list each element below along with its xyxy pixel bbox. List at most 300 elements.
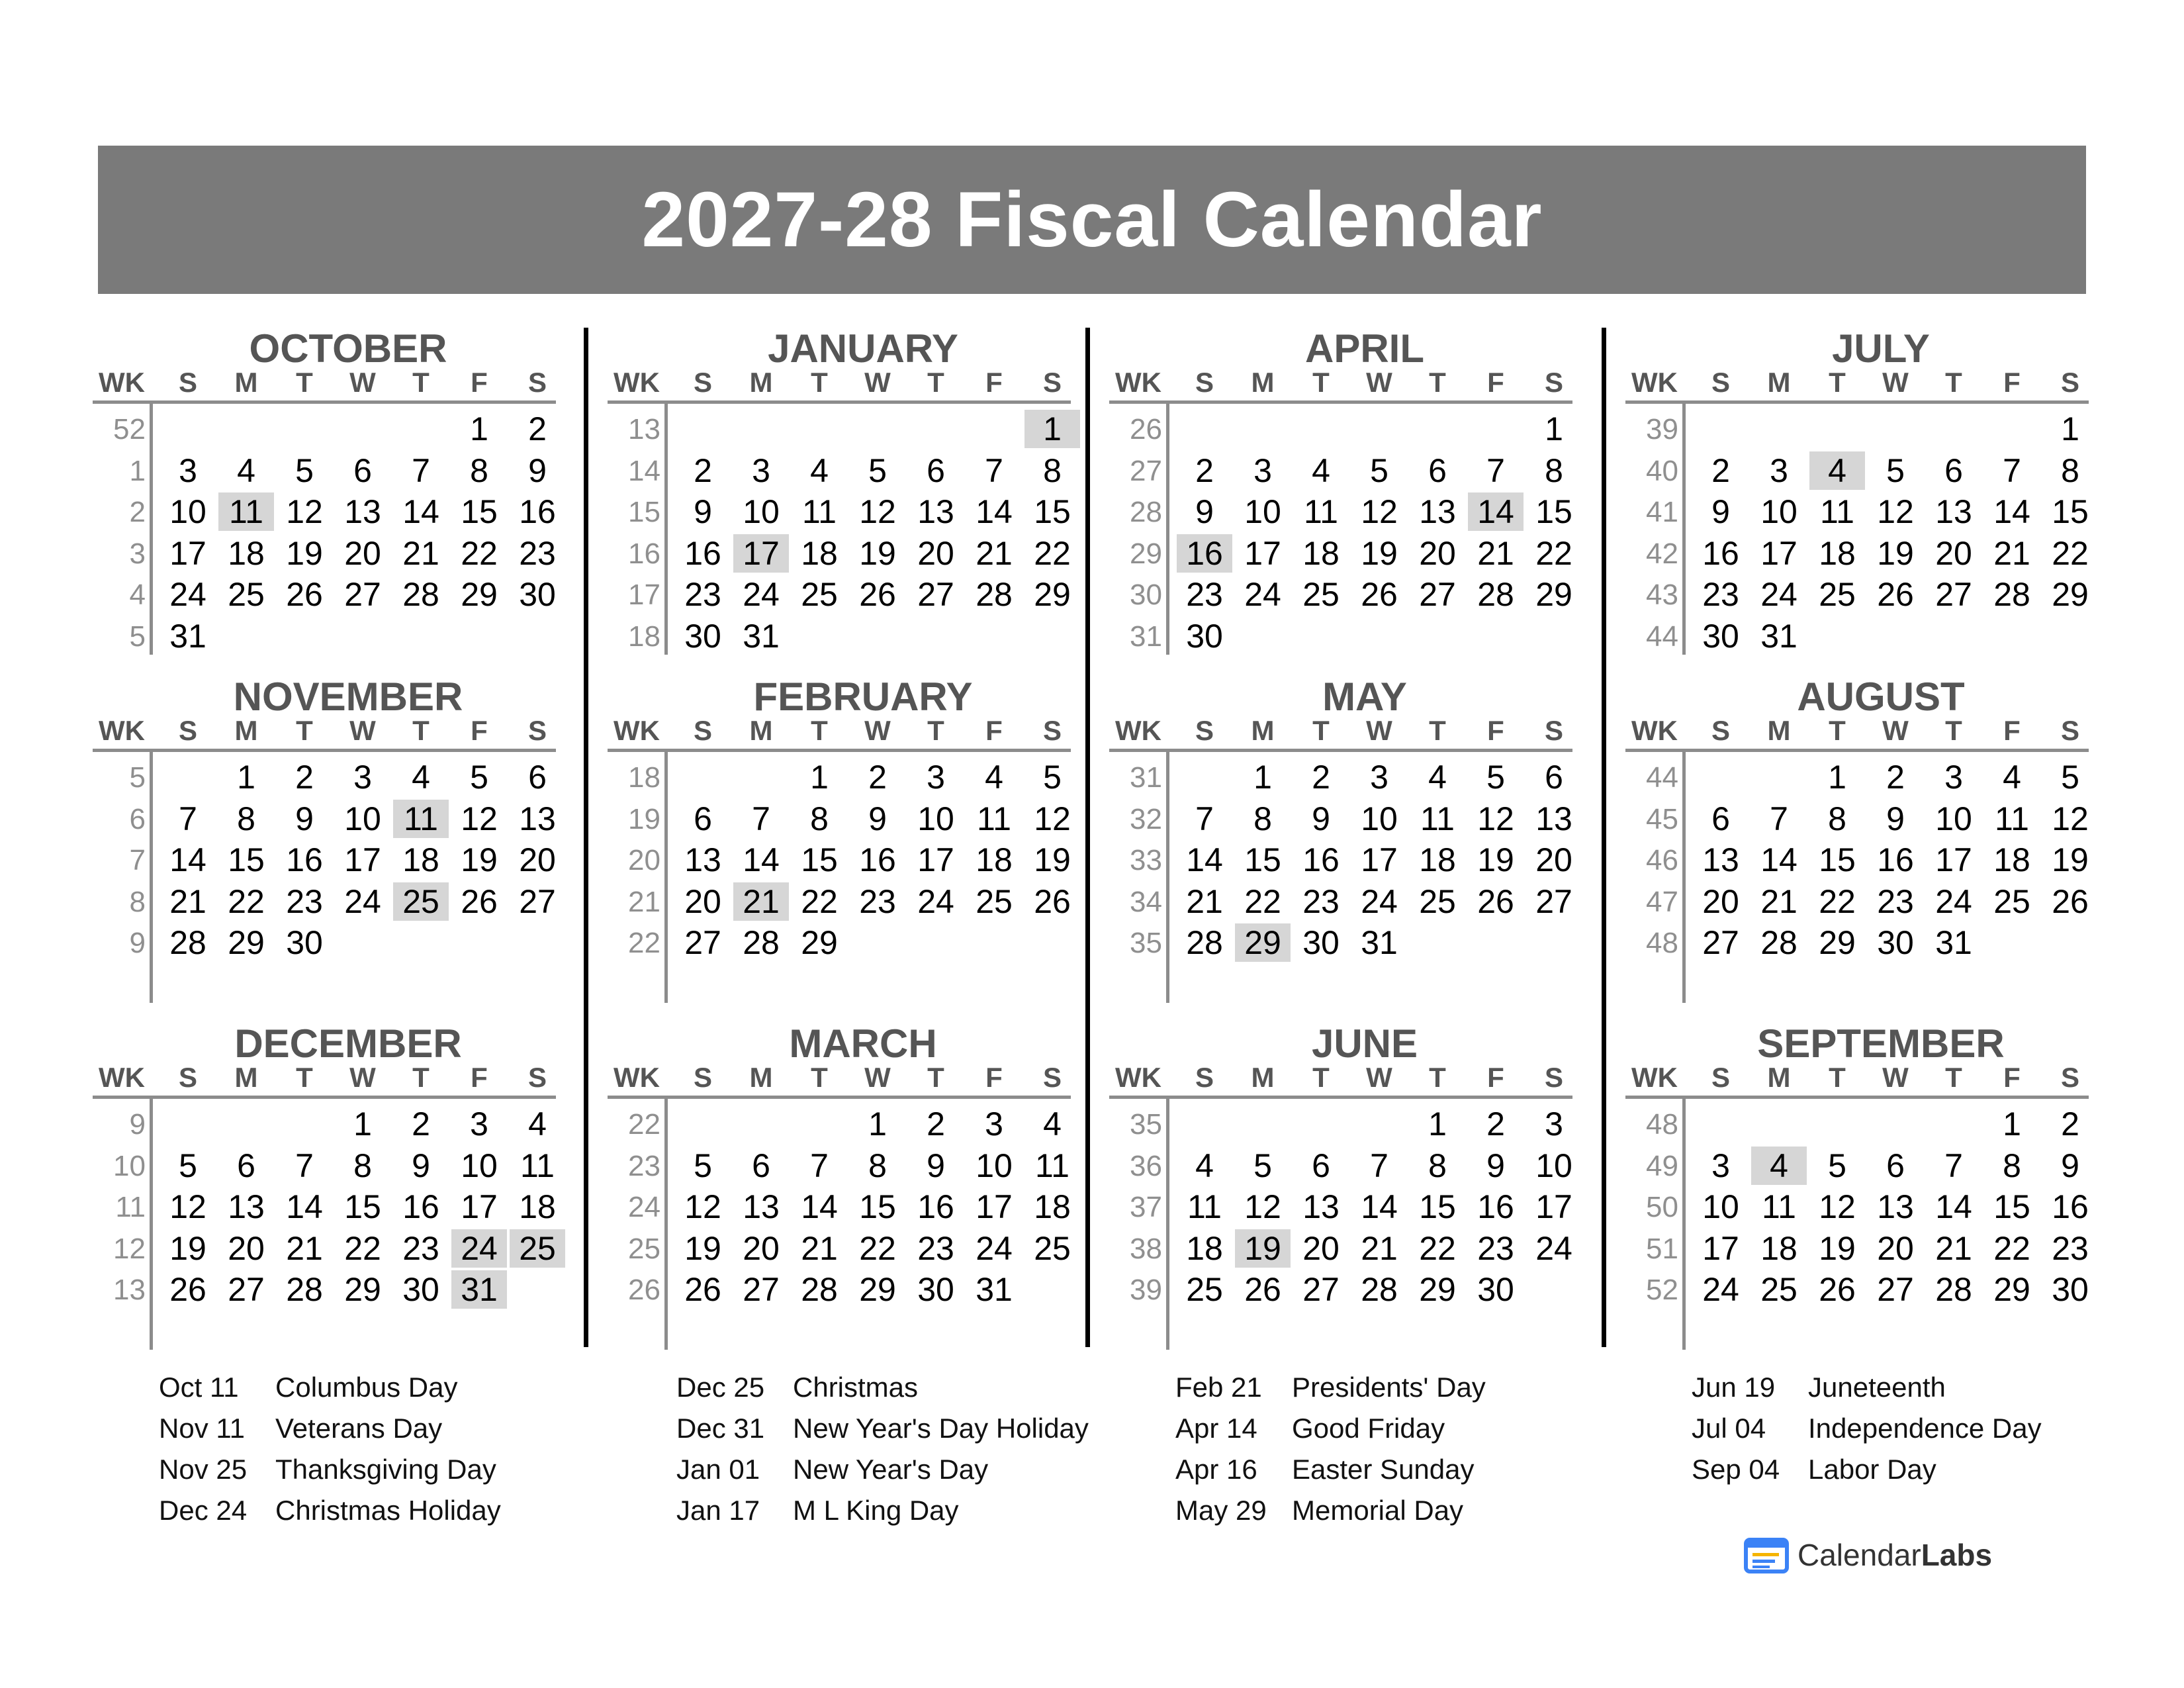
calendarlabs-logo[interactable] — [1742, 1534, 2020, 1575]
day-cell: 12 — [684, 1188, 721, 1225]
day-cell: 4 — [528, 1105, 547, 1143]
holiday-item — [676, 1367, 1140, 1408]
day-cell: 12 — [286, 493, 323, 530]
day-cell: 6 — [694, 800, 712, 837]
weekday-label: S — [1042, 1062, 1062, 1093]
day-cell: 31 — [1935, 924, 1972, 961]
day-cell: 18 — [402, 841, 439, 878]
day-cell: 8 — [237, 800, 255, 837]
day-cell: 21 — [1760, 882, 1797, 920]
week-number: 33 — [1130, 844, 1162, 876]
day-cell: 3 — [1944, 759, 1963, 796]
day-cell: 22 — [461, 534, 498, 572]
week-row — [1625, 923, 2089, 964]
holiday-day-cell: 25 — [510, 1229, 565, 1268]
weekday-label: T — [296, 1062, 313, 1093]
week-number: 50 — [1646, 1191, 1678, 1223]
week-number: 18 — [628, 620, 660, 653]
week-row — [1625, 575, 2089, 616]
day-cell: 18 — [1819, 534, 1856, 572]
weekday-label: F — [985, 367, 1003, 398]
holiday-item — [676, 1408, 1140, 1449]
day-cell: 13 — [1935, 493, 1972, 530]
day-cell: 19 — [286, 534, 323, 572]
weekday-label: M — [749, 367, 773, 398]
week-number: 52 — [113, 413, 146, 445]
day-cell: 23 — [1302, 882, 1340, 920]
day-cell: 8 — [353, 1147, 372, 1184]
holiday-list — [159, 1367, 622, 1531]
weekday-label: M — [1767, 715, 1791, 746]
day-cell: 5 — [1886, 451, 1905, 489]
week-row — [1109, 575, 1572, 616]
weekday-label: T — [412, 367, 430, 398]
weekday-label: W — [864, 1062, 891, 1093]
week-number: 28 — [1130, 496, 1162, 528]
week-row — [93, 799, 556, 840]
week-number: 52 — [1646, 1274, 1678, 1306]
day-cell: 23 — [286, 882, 323, 920]
day-cell: 25 — [976, 882, 1013, 920]
week-number: 26 — [1130, 413, 1162, 445]
day-cell: 25 — [1993, 882, 2030, 920]
day-cell: 24 — [1361, 882, 1398, 920]
day-cell: 2 — [528, 410, 547, 447]
week-number-header: WK — [1115, 367, 1161, 398]
week-number-header: WK — [614, 367, 660, 398]
day-cell: 15 — [228, 841, 265, 878]
week-number: 15 — [628, 496, 660, 528]
day-cell: 20 — [917, 534, 954, 572]
day-cell: 10 — [976, 1147, 1013, 1184]
day-cell: 7 — [2003, 451, 2021, 489]
day-cell: 24 — [1702, 1271, 1739, 1308]
holiday-name: Columbus Day — [275, 1372, 458, 1403]
day-cell: 12 — [1361, 493, 1398, 530]
week-row — [1109, 1229, 1572, 1270]
week-number: 40 — [1646, 454, 1678, 487]
week-row — [1109, 616, 1572, 657]
week-row — [1109, 1187, 1572, 1228]
weekday-label: M — [1767, 1062, 1791, 1093]
weekday-label: T — [1945, 367, 1962, 398]
week-row — [608, 923, 1071, 964]
calendar-icon — [1742, 1534, 1794, 1575]
day-cell: 8 — [1545, 451, 1563, 489]
day-cell: 15 — [859, 1188, 896, 1225]
day-cell: 17 — [344, 841, 381, 878]
day-cell: 22 — [2052, 534, 2089, 572]
week-row — [608, 1187, 1071, 1228]
weekday-label: S — [527, 715, 547, 746]
holiday-item — [159, 1449, 622, 1490]
day-cell: 19 — [169, 1229, 206, 1267]
weekday-label: T — [811, 1062, 828, 1093]
day-cell: 20 — [1702, 882, 1739, 920]
day-cell: 24 — [344, 882, 381, 920]
week-row — [93, 534, 556, 575]
day-cell: 2 — [2061, 1105, 2079, 1143]
weekday-label: F — [1487, 367, 1504, 398]
day-cell: 21 — [801, 1229, 838, 1267]
weekday-label: M — [1251, 367, 1275, 398]
day-cell: 4 — [2003, 759, 2021, 796]
week-row — [608, 451, 1071, 492]
day-cell: 15 — [2052, 493, 2089, 530]
day-cell: 7 — [412, 451, 430, 489]
holiday-name: M L King Day — [793, 1495, 959, 1526]
day-cell: 29 — [1535, 576, 1572, 613]
day-cell: 1 — [2061, 410, 2079, 447]
day-cell: 24 — [1760, 576, 1797, 613]
day-cell: 28 — [1993, 576, 2030, 613]
day-cell: 4 — [1312, 451, 1330, 489]
week-row — [1625, 409, 2089, 450]
day-cell: 20 — [684, 882, 721, 920]
day-cell: 30 — [684, 617, 721, 655]
day-cell: 1 — [470, 410, 488, 447]
day-cell: 18 — [801, 534, 838, 572]
week-number: 14 — [628, 454, 660, 487]
day-cell: 2 — [868, 759, 887, 796]
day-cell: 30 — [917, 1271, 954, 1308]
weekday-label: F — [2003, 1062, 2021, 1093]
day-cell: 15 — [1993, 1188, 2030, 1225]
week-row — [1109, 1146, 1572, 1187]
day-cell: 30 — [2052, 1271, 2089, 1308]
week-number: 42 — [1646, 537, 1678, 570]
week-row — [608, 1270, 1071, 1311]
weekday-label: T — [1945, 715, 1962, 746]
day-cell: 10 — [743, 493, 780, 530]
holiday-day-cell: 29 — [1235, 923, 1291, 962]
weekday-label: T — [296, 367, 313, 398]
week-number: 36 — [1130, 1149, 1162, 1182]
holiday-item — [1175, 1490, 1639, 1531]
weekday-label: S — [1042, 367, 1062, 398]
weekday-header — [1109, 1059, 1572, 1099]
weekday-label: W — [864, 715, 891, 746]
week-row — [1625, 757, 2089, 798]
day-cell: 20 — [1877, 1229, 1914, 1267]
day-cell: 5 — [2061, 759, 2079, 796]
day-cell: 13 — [1535, 800, 1572, 837]
day-cell: 2 — [1486, 1105, 1505, 1143]
week-number-header: WK — [1631, 367, 1678, 398]
day-cell: 4 — [1195, 1147, 1214, 1184]
day-cell: 21 — [286, 1229, 323, 1267]
weekday-label: T — [927, 715, 944, 746]
day-cell: 2 — [927, 1105, 945, 1143]
day-cell: 30 — [519, 576, 556, 613]
day-cell: 21 — [976, 534, 1013, 572]
day-cell: 17 — [1702, 1229, 1739, 1267]
day-cell: 24 — [169, 576, 206, 613]
day-cell: 1 — [1428, 1105, 1447, 1143]
day-cell: 23 — [402, 1229, 439, 1267]
day-cell: 18 — [976, 841, 1013, 878]
day-cell: 4 — [237, 451, 255, 489]
day-cell: 12 — [859, 493, 896, 530]
day-cell: 31 — [976, 1271, 1013, 1308]
week-row — [1625, 451, 2089, 492]
column-separator — [1602, 328, 1606, 1347]
day-cell: 18 — [519, 1188, 556, 1225]
day-cell: 21 — [169, 882, 206, 920]
week-row — [1109, 923, 1572, 964]
week-row — [608, 492, 1071, 533]
day-cell: 9 — [528, 451, 547, 489]
day-cell: 13 — [1702, 841, 1739, 878]
day-cell: 25 — [801, 576, 838, 613]
day-cell: 8 — [868, 1147, 887, 1184]
day-cell: 20 — [1935, 534, 1972, 572]
month-title: JANUARY — [768, 326, 958, 371]
day-cell: 7 — [810, 1147, 829, 1184]
day-cell: 13 — [1419, 493, 1456, 530]
week-number: 21 — [628, 885, 660, 918]
day-cell: 10 — [1361, 800, 1398, 837]
day-cell: 11 — [520, 1147, 555, 1184]
week-number: 51 — [1646, 1232, 1678, 1265]
day-cell: 18 — [1760, 1229, 1797, 1267]
month-title: JUNE — [1311, 1021, 1418, 1066]
weekday-label: S — [1042, 715, 1062, 746]
day-cell: 30 — [1302, 924, 1340, 961]
day-cell: 27 — [519, 882, 556, 920]
day-cell: 5 — [868, 451, 887, 489]
holiday-date: Apr 14 — [1175, 1413, 1257, 1444]
day-cell: 15 — [1819, 841, 1856, 878]
weekday-label: M — [749, 715, 773, 746]
month-title: MAY — [1322, 675, 1407, 719]
day-cell: 15 — [1034, 493, 1071, 530]
holiday-date: Jan 01 — [676, 1454, 760, 1485]
month-title: APRIL — [1305, 326, 1424, 371]
week-row — [608, 409, 1071, 450]
day-cell: 3 — [1711, 1147, 1730, 1184]
holiday-day-cell: 4 — [1809, 451, 1865, 490]
holiday-date: Apr 16 — [1175, 1454, 1257, 1485]
day-cell: 5 — [295, 451, 314, 489]
day-cell: 19 — [684, 1229, 721, 1267]
day-cell: 1 — [353, 1105, 372, 1143]
day-cell: 9 — [295, 800, 314, 837]
day-cell: 7 — [752, 800, 770, 837]
weekday-label: M — [234, 367, 258, 398]
day-cell: 27 — [743, 1271, 780, 1308]
holiday-day-cell: 24 — [451, 1229, 507, 1268]
day-cell: 30 — [286, 924, 323, 961]
holiday-name: Good Friday — [1292, 1413, 1445, 1444]
day-cell: 5 — [1486, 759, 1505, 796]
day-cell: 1 — [237, 759, 255, 796]
day-cell: 3 — [752, 451, 770, 489]
day-cell: 26 — [1361, 576, 1398, 613]
week-row — [93, 757, 556, 798]
weekday-label: T — [1829, 367, 1846, 398]
day-cell: 26 — [461, 882, 498, 920]
week-row — [93, 575, 556, 616]
holiday-day-cell: 1 — [1024, 410, 1080, 448]
day-cell: 25 — [1819, 576, 1856, 613]
day-cell: 2 — [295, 759, 314, 796]
holiday-item — [159, 1367, 622, 1408]
weekday-label: T — [1829, 1062, 1846, 1093]
holiday-list — [676, 1367, 1140, 1531]
day-cell: 13 — [228, 1188, 265, 1225]
day-cell: 26 — [169, 1271, 206, 1308]
day-cell: 17 — [1361, 841, 1398, 878]
week-row — [1625, 1270, 2089, 1311]
day-cell: 22 — [344, 1229, 381, 1267]
day-cell: 15 — [1419, 1188, 1456, 1225]
month-title: OCTOBER — [249, 326, 447, 371]
day-cell: 16 — [1302, 841, 1340, 878]
day-cell: 29 — [228, 924, 265, 961]
day-cell: 29 — [859, 1271, 896, 1308]
day-cell: 8 — [1043, 451, 1062, 489]
week-number: 12 — [113, 1232, 146, 1265]
holiday-date: Jul 04 — [1692, 1413, 1766, 1444]
weekday-label: T — [811, 367, 828, 398]
weekday-label: S — [2060, 1062, 2079, 1093]
day-cell: 26 — [1477, 882, 1514, 920]
weekday-label: S — [178, 1062, 197, 1093]
holiday-name: Memorial Day — [1292, 1495, 1464, 1526]
week-number: 44 — [1646, 761, 1678, 794]
holiday-date: Nov 25 — [159, 1454, 248, 1485]
week-row — [93, 1187, 556, 1228]
day-cell: 21 — [1361, 1229, 1398, 1267]
day-cell: 4 — [985, 759, 1003, 796]
weekday-header — [1625, 364, 2089, 404]
day-cell: 19 — [1877, 534, 1914, 572]
week-row — [608, 799, 1071, 840]
day-cell: 4 — [1043, 1105, 1062, 1143]
day-cell: 7 — [985, 451, 1003, 489]
holiday-item — [159, 1490, 622, 1531]
holiday-date: Jan 17 — [676, 1495, 760, 1526]
day-cell: 14 — [1760, 841, 1797, 878]
day-cell: 1 — [2003, 1105, 2021, 1143]
week-number: 13 — [628, 413, 660, 445]
day-cell: 26 — [286, 576, 323, 613]
day-cell: 29 — [461, 576, 498, 613]
day-cell: 13 — [344, 493, 381, 530]
weekday-header — [608, 712, 1071, 752]
week-number: 23 — [628, 1149, 660, 1182]
holiday-day-cell: 11 — [218, 492, 274, 531]
holiday-name: Independence Day — [1808, 1413, 2042, 1444]
weekday-header — [1625, 712, 2089, 752]
day-cell: 23 — [684, 576, 721, 613]
weekday-label: T — [1429, 715, 1446, 746]
weekday-label: F — [2003, 715, 2021, 746]
day-cell: 24 — [1535, 1229, 1572, 1267]
week-number: 16 — [628, 537, 660, 570]
weekday-label: W — [1882, 367, 1909, 398]
holiday-date: Nov 11 — [159, 1413, 245, 1444]
month-title: SEPTEMBER — [1757, 1021, 2005, 1066]
day-cell: 23 — [2052, 1229, 2089, 1267]
day-cell: 28 — [1935, 1271, 1972, 1308]
day-cell: 28 — [976, 576, 1013, 613]
day-cell: 25 — [1034, 1229, 1071, 1267]
weekday-header — [608, 1059, 1071, 1099]
day-cell: 31 — [1760, 617, 1797, 655]
day-cell: 8 — [2061, 451, 2079, 489]
day-cell: 23 — [859, 882, 896, 920]
day-cell: 21 — [1993, 534, 2030, 572]
day-cell: 10 — [1760, 493, 1797, 530]
day-cell: 9 — [1312, 800, 1330, 837]
holiday-day-cell: 19 — [1235, 1229, 1291, 1268]
weekday-label: S — [1195, 1062, 1214, 1093]
day-cell: 25 — [1760, 1271, 1797, 1308]
day-cell: 1 — [868, 1105, 887, 1143]
day-cell: 20 — [519, 841, 556, 878]
day-cell: 11 — [1762, 1188, 1796, 1225]
weekday-label: T — [412, 1062, 430, 1093]
day-cell: 24 — [1935, 882, 1972, 920]
holiday-day-cell: 21 — [733, 882, 789, 921]
holiday-name: Thanksgiving Day — [275, 1454, 496, 1485]
weekday-label: S — [2060, 367, 2079, 398]
weekday-label: T — [1312, 1062, 1330, 1093]
week-row — [93, 1104, 556, 1145]
week-row — [1625, 534, 2089, 575]
weekday-label: M — [1251, 1062, 1275, 1093]
day-cell: 26 — [1034, 882, 1071, 920]
week-number: 31 — [1130, 620, 1162, 653]
day-cell: 2 — [1886, 759, 1905, 796]
weekday-header — [1109, 712, 1572, 752]
holiday-name: New Year's Day — [793, 1454, 989, 1485]
day-cell: 24 — [1244, 576, 1281, 613]
week-number: 9 — [129, 1108, 146, 1141]
day-cell: 13 — [519, 800, 556, 837]
day-cell: 22 — [1419, 1229, 1456, 1267]
day-cell: 18 — [1186, 1229, 1223, 1267]
day-cell: 10 — [1702, 1188, 1739, 1225]
day-cell: 10 — [1535, 1147, 1572, 1184]
day-cell: 9 — [694, 493, 712, 530]
week-number: 5 — [129, 761, 146, 794]
day-cell: 30 — [1877, 924, 1914, 961]
day-cell: 28 — [402, 576, 439, 613]
day-cell: 6 — [1944, 451, 1963, 489]
day-cell: 14 — [1186, 841, 1223, 878]
day-cell: 9 — [1195, 493, 1214, 530]
week-row — [1109, 492, 1572, 533]
holiday-day-cell: 4 — [1751, 1147, 1807, 1185]
day-cell: 23 — [1877, 882, 1914, 920]
day-cell: 24 — [917, 882, 954, 920]
day-cell: 10 — [344, 800, 381, 837]
week-number: 48 — [1646, 1108, 1678, 1141]
week-row — [1109, 1104, 1572, 1145]
holiday-date: Dec 24 — [159, 1495, 248, 1526]
weekday-label: F — [2003, 367, 2021, 398]
month-title: AUGUST — [1797, 675, 1965, 719]
day-cell: 27 — [917, 576, 954, 613]
holiday-name: Juneteenth — [1808, 1372, 1946, 1403]
holiday-day-cell: 31 — [451, 1270, 507, 1309]
day-cell: 16 — [402, 1188, 439, 1225]
holiday-name: Christmas Holiday — [275, 1495, 501, 1526]
day-cell: 29 — [1419, 1271, 1456, 1308]
